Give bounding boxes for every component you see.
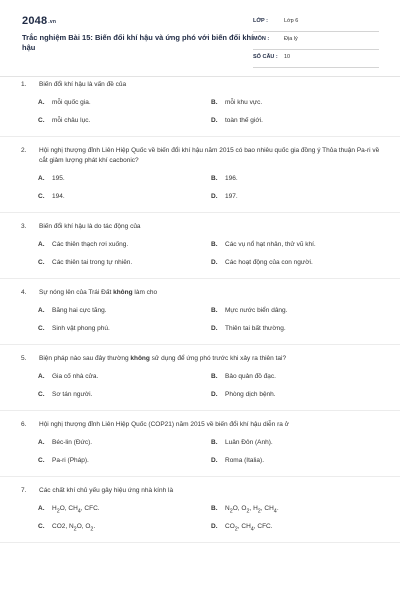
option-letter: C. — [38, 259, 45, 266]
question-2 — [0, 137, 400, 213]
question-text — [0, 146, 400, 166]
question-number: 1. — [21, 81, 27, 88]
answer-option[interactable] — [211, 390, 276, 400]
question-number: 7. — [21, 487, 27, 494]
question-5 — [0, 345, 400, 411]
answer-option[interactable] — [38, 438, 92, 448]
question-number: 2. — [21, 147, 27, 154]
option-letter: D. — [211, 391, 218, 398]
option-text: CO2, $N_2O$, $O_2$. — [52, 523, 96, 533]
option-row — [0, 324, 400, 342]
option-text: Béc-lin (Đức). — [52, 439, 93, 446]
option-row — [0, 174, 400, 192]
option-text: mỗi khu vực. — [225, 99, 263, 106]
option-text: Luân Đôn (Anh). — [225, 439, 273, 446]
option-letter: D. — [211, 523, 218, 530]
question-number: 5. — [21, 355, 27, 362]
answer-option[interactable] — [211, 522, 273, 534]
option-text: Các hoạt động của con người. — [225, 259, 313, 266]
option-letter: A. — [38, 439, 45, 446]
option-text: 196. — [225, 175, 238, 182]
option-text: $CO_2$, $CH_4$, CFC. — [225, 523, 273, 533]
option-letter: D. — [211, 259, 218, 266]
answer-option[interactable] — [211, 116, 263, 126]
logo-suffix: .vn — [48, 19, 57, 25]
question-text — [0, 420, 400, 430]
question-stem-end: sử dụng để ứng phó trước khi xảy ra thiên tai? — [149, 355, 287, 362]
option-letter: C. — [38, 391, 45, 398]
question-stem-end: làm cho — [132, 289, 158, 296]
answer-option[interactable] — [38, 116, 90, 126]
option-text: Các vụ nổ hạt nhân, thử vũ khí. — [225, 241, 316, 248]
answer-options — [0, 174, 400, 210]
option-text: 195. — [52, 175, 65, 182]
answer-option[interactable] — [211, 192, 238, 202]
answer-option[interactable] — [211, 98, 262, 108]
option-letter: D. — [211, 325, 218, 332]
option-row — [0, 372, 400, 390]
question-6 — [0, 411, 400, 477]
question-list — [0, 80, 400, 543]
answer-options — [0, 372, 400, 408]
option-letter: A. — [38, 241, 45, 248]
option-row — [0, 522, 400, 540]
meta-value: Địa lý — [284, 36, 298, 42]
option-letter: A. — [38, 175, 45, 182]
document-title: Trắc nghiệm Bài 15: Biến đổi khí hậu và ứng phó với biến đổi khí hậu — [22, 33, 254, 52]
meta-value: 10 — [284, 54, 291, 60]
option-text: Sơ tán người. — [52, 391, 93, 398]
option-text: Phòng dịch bệnh. — [225, 391, 276, 398]
question-3 — [0, 213, 400, 279]
question-text — [0, 80, 400, 90]
option-text: Roma (Italia). — [225, 457, 265, 464]
option-letter: C. — [38, 325, 45, 332]
option-row — [0, 240, 400, 258]
option-row — [0, 390, 400, 408]
question-text — [0, 354, 400, 364]
option-row — [0, 192, 400, 210]
option-text: Gia cố nhà cửa. — [52, 373, 99, 380]
meta-panel — [253, 14, 379, 68]
answer-option[interactable] — [211, 174, 238, 184]
option-letter: B. — [211, 439, 218, 446]
question-stem: Biến đổi khí hậu là do tác động của — [39, 223, 141, 230]
option-text: 197. — [225, 193, 238, 200]
question-stem: Hội nghị thượng đỉnh Liên Hiệp Quốc về biến đổi khí hậu năm 2015 có bao nhiêu quốc gia đồng ý Thỏa thuận Pa-ri về cắt giảm lượng phát khí cacbonic? — [39, 147, 380, 164]
question-stem: Biến đổi khí hậu là vấn đề của — [39, 81, 127, 88]
option-text: Thiên tai bất thường. — [225, 325, 286, 332]
option-text: $H_2O$, $CH_4$, CFC. — [52, 505, 100, 515]
answer-option[interactable] — [38, 390, 92, 400]
answer-option[interactable] — [38, 504, 100, 516]
option-letter: A. — [38, 373, 45, 380]
question-stem-start: Sự nóng lên của Trái Đất — [39, 289, 114, 296]
answer-options — [0, 240, 400, 276]
question-text — [0, 288, 400, 298]
answer-option[interactable] — [38, 98, 91, 108]
answer-option[interactable] — [211, 438, 273, 448]
question-stem: Hội nghị thượng đỉnh Liên Hiệp Quốc (COP21) năm 2015 về biến đổi khí hậu diễn ra ở — [39, 421, 289, 428]
answer-option[interactable] — [211, 372, 276, 382]
option-text: Các thiên thạch rơi xuống. — [52, 241, 129, 248]
logo-text: 2048 — [22, 15, 48, 27]
option-text: mỗi quốc gia. — [52, 99, 91, 106]
header-divider — [0, 76, 400, 77]
option-row — [0, 98, 400, 116]
answer-options — [0, 438, 400, 474]
answer-option[interactable] — [38, 258, 132, 268]
meta-value: Lớp 6 — [284, 18, 299, 24]
option-letter: B. — [211, 307, 218, 314]
question-stem-start: Biện pháp nào sau đây thường — [39, 355, 131, 362]
option-row — [0, 438, 400, 456]
meta-label: SỐ CÂU : — [253, 54, 278, 60]
answer-option[interactable] — [38, 306, 107, 316]
option-text: mỗi châu lục. — [52, 117, 91, 124]
question-text — [0, 486, 400, 496]
answer-option[interactable] — [211, 240, 316, 250]
option-letter: A. — [38, 99, 45, 106]
answer-option[interactable] — [38, 324, 110, 334]
option-letter: C. — [38, 193, 45, 200]
question-1 — [0, 80, 400, 137]
option-text: $N_2O$, $O_2$, $H_2$, $CH_4$. — [225, 505, 279, 515]
option-letter: C. — [38, 523, 45, 530]
meta-label: LỚP : — [253, 18, 268, 24]
option-text: Bảo quản đồ đạc. — [225, 373, 276, 380]
option-row — [0, 116, 400, 134]
option-letter: B. — [211, 505, 218, 512]
option-text: Các thiên tai trong tự nhiên. — [52, 259, 133, 266]
site-logo[interactable] — [22, 15, 56, 27]
answer-option[interactable] — [38, 522, 95, 534]
page-header — [0, 0, 400, 70]
option-row — [0, 258, 400, 276]
answer-options — [0, 306, 400, 342]
answer-options — [0, 504, 400, 540]
option-letter: B. — [211, 373, 218, 380]
option-letter: A. — [38, 505, 45, 512]
option-letter: D. — [211, 117, 218, 124]
answer-option[interactable] — [38, 174, 65, 184]
answer-option[interactable] — [211, 324, 286, 334]
answer-option[interactable] — [38, 456, 89, 466]
option-text: Sinh vật phong phú. — [52, 325, 110, 332]
answer-option[interactable] — [211, 456, 264, 466]
option-row — [0, 504, 400, 522]
option-text: Pa-ri (Pháp). — [52, 457, 89, 464]
meta-row-count — [253, 50, 379, 68]
question-stem-emphasis: không — [113, 289, 133, 296]
meta-row-class — [253, 14, 379, 32]
answer-option[interactable] — [211, 504, 279, 516]
answer-option[interactable] — [211, 306, 287, 316]
answer-option[interactable] — [38, 192, 65, 202]
question-number: 4. — [21, 289, 27, 296]
question-stem-emphasis: không — [130, 355, 150, 362]
answer-option[interactable] — [38, 372, 98, 382]
option-text: toàn thế giới. — [225, 117, 263, 124]
option-text: Băng hai cực tăng. — [52, 307, 107, 314]
option-letter: C. — [38, 117, 45, 124]
answer-option[interactable] — [211, 258, 313, 268]
question-text — [0, 222, 400, 232]
option-letter: B. — [211, 175, 218, 182]
question-divider — [0, 542, 400, 543]
option-letter: B. — [211, 241, 218, 248]
option-letter: A. — [38, 307, 45, 314]
option-letter: C. — [38, 457, 45, 464]
option-text: Mực nước biển dâng. — [225, 307, 288, 314]
option-letter: D. — [211, 193, 218, 200]
option-letter: B. — [211, 99, 218, 106]
option-text: 194. — [52, 193, 65, 200]
option-letter: D. — [211, 457, 218, 464]
answer-options — [0, 98, 400, 134]
question-7 — [0, 477, 400, 543]
option-row — [0, 456, 400, 474]
meta-label: MÔN : — [253, 36, 270, 42]
answer-option[interactable] — [38, 240, 128, 250]
meta-row-subject — [253, 32, 379, 50]
question-4 — [0, 279, 400, 345]
question-number: 6. — [21, 421, 27, 428]
option-row — [0, 306, 400, 324]
question-number: 3. — [21, 223, 27, 230]
question-stem: Các chất khí chủ yếu gây hiệu ứng nhà kính là — [39, 487, 174, 494]
